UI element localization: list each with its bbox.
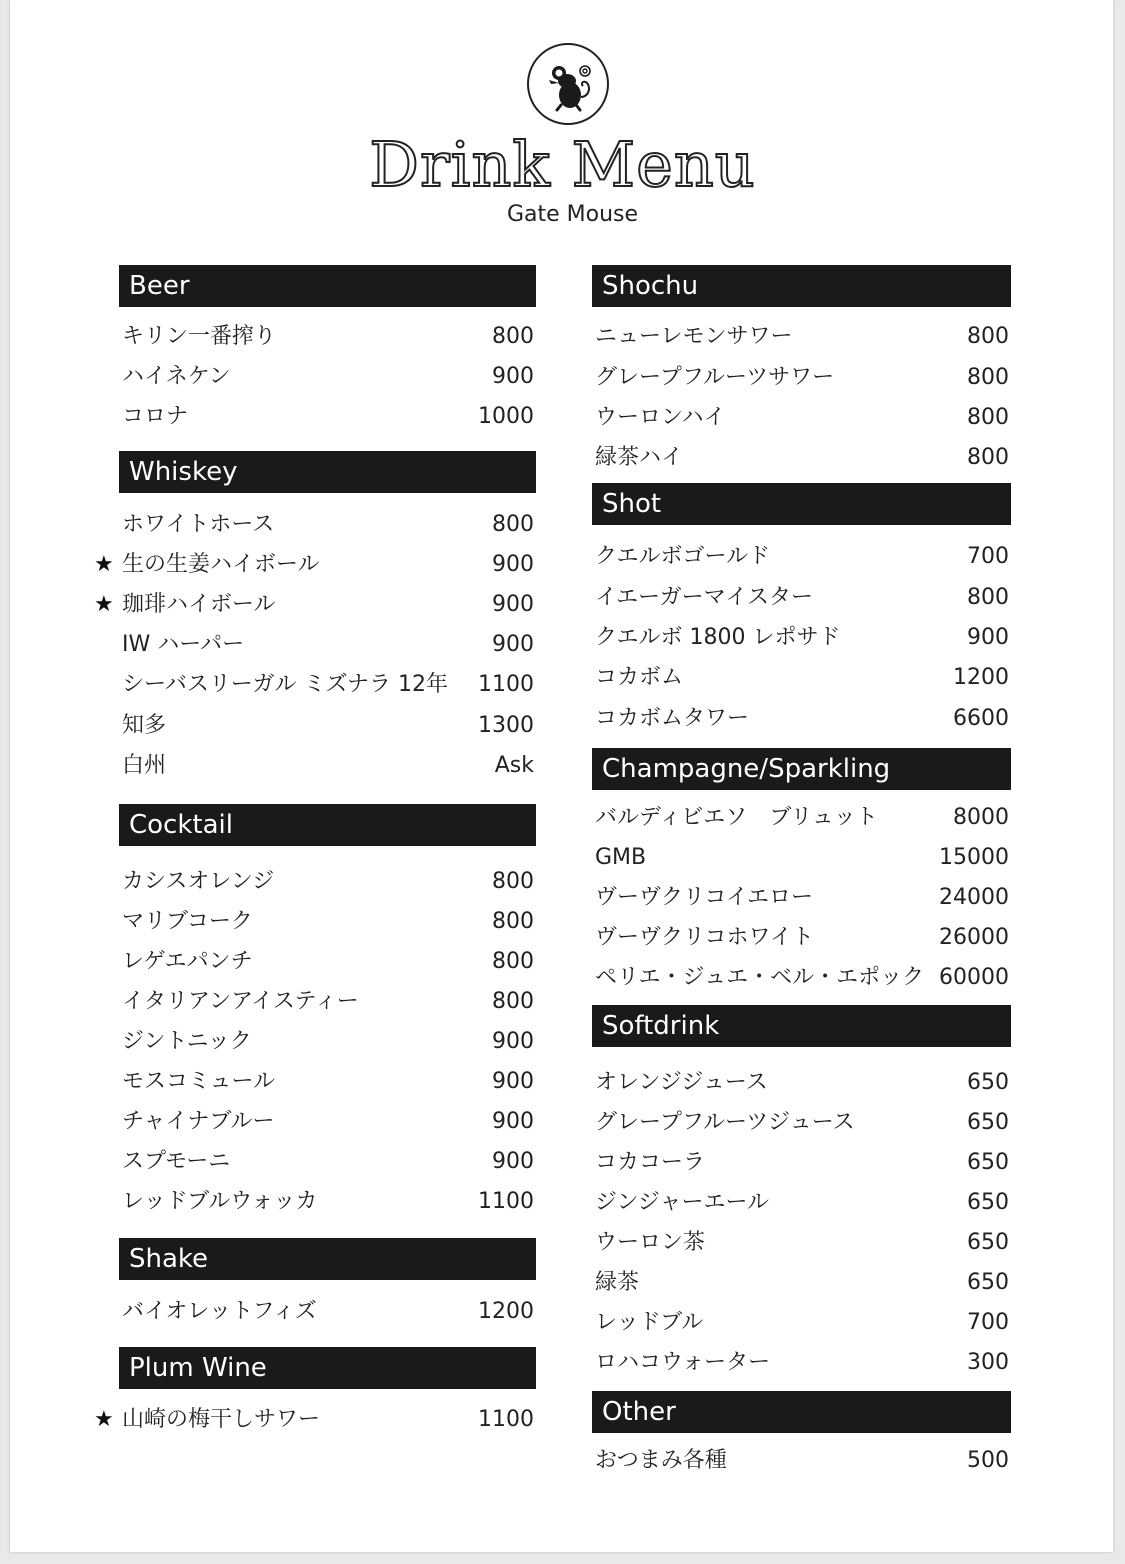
menu-item-price: 800 bbox=[492, 324, 534, 349]
menu-item-price: 800 bbox=[492, 512, 534, 537]
menu-item bbox=[595, 321, 1009, 353]
menu-item bbox=[122, 710, 534, 742]
menu-item-price: 650 bbox=[967, 1150, 1009, 1175]
menu-item-price: 800 bbox=[492, 949, 534, 974]
menu-item-name: オレンジジュース bbox=[595, 1070, 768, 1095]
menu-item-price: 700 bbox=[967, 1310, 1009, 1335]
menu-item bbox=[595, 962, 1009, 994]
menu-item-name: チャイナブルー bbox=[122, 1109, 275, 1134]
menu-item-name: ヴーヴクリコホワイト bbox=[595, 925, 814, 950]
menu-item bbox=[122, 401, 534, 433]
menu-item-price: 500 bbox=[967, 1448, 1009, 1473]
menu-item bbox=[122, 1106, 534, 1138]
section-header-whiskey: Whiskey bbox=[119, 451, 536, 493]
menu-item bbox=[595, 1267, 1009, 1299]
menu-item bbox=[595, 1107, 1009, 1139]
menu-item-name: コカボムタワー bbox=[595, 706, 750, 731]
menu-item-price: 1300 bbox=[478, 713, 534, 738]
menu-item-name: イタリアンアイスティー bbox=[122, 989, 359, 1014]
menu-item-name: 緑茶 bbox=[595, 1270, 640, 1295]
page-subtitle: Gate Mouse bbox=[506, 202, 639, 227]
menu-item-name: 知多 bbox=[122, 713, 167, 738]
menu-item-price: 60000 bbox=[939, 965, 1009, 990]
menu-item bbox=[122, 361, 534, 393]
menu-item bbox=[122, 669, 534, 701]
menu-item bbox=[122, 946, 534, 978]
menu-item-name: コカコーラ bbox=[595, 1150, 706, 1175]
menu-item-name: ニューレモンサワー bbox=[595, 324, 793, 349]
menu-item-name: 白州 bbox=[122, 753, 167, 778]
menu-item-price: 800 bbox=[967, 405, 1009, 430]
menu-item-name: 珈琲ハイボール bbox=[122, 592, 276, 617]
menu-item-price: 800 bbox=[967, 585, 1009, 610]
menu-item-name: ジントニック bbox=[122, 1029, 252, 1054]
menu-item-price: 800 bbox=[967, 445, 1009, 470]
menu-item-price: 800 bbox=[492, 909, 534, 934]
menu-item-price: 900 bbox=[967, 625, 1009, 650]
menu-item bbox=[595, 1307, 1009, 1339]
menu-item bbox=[595, 1227, 1009, 1259]
menu-item-price: 900 bbox=[492, 364, 534, 389]
menu-item-price: 1000 bbox=[478, 404, 534, 429]
menu-item-price: 8000 bbox=[953, 805, 1009, 830]
menu-item-name: バイオレットフィズ bbox=[122, 1299, 317, 1324]
menu-item-price: 650 bbox=[967, 1190, 1009, 1215]
menu-item bbox=[595, 1187, 1009, 1219]
menu-item-name: 緑茶ハイ bbox=[595, 445, 684, 470]
menu-item bbox=[595, 541, 1009, 573]
menu-item-name: マリブコーク bbox=[122, 909, 253, 934]
menu-item-name: ロハコウォーター bbox=[595, 1350, 771, 1375]
menu-item-name: スプモーニ bbox=[122, 1149, 231, 1174]
section-header-softdrink: Softdrink bbox=[592, 1005, 1011, 1047]
menu-item-price: 800 bbox=[492, 989, 534, 1014]
menu-item-price: 800 bbox=[492, 869, 534, 894]
menu-item-price: 26000 bbox=[939, 925, 1009, 950]
menu-item bbox=[122, 1404, 534, 1436]
menu-item-name: ヴーヴクリコイエロー bbox=[595, 885, 814, 910]
menu-item bbox=[595, 882, 1009, 914]
menu-item bbox=[595, 1347, 1009, 1379]
menu-item-price: 700 bbox=[967, 544, 1009, 569]
menu-item-name: クエルボ 1800 レポサド bbox=[595, 625, 841, 650]
menu-item-name: グレープフルーツジュース bbox=[595, 1110, 855, 1135]
menu-item bbox=[595, 1067, 1009, 1099]
star-icon: ★ bbox=[94, 552, 114, 577]
menu-item bbox=[595, 662, 1009, 694]
menu-item-name: レッドブル bbox=[595, 1310, 704, 1335]
menu-item bbox=[595, 582, 1009, 614]
menu-item-name: GMB bbox=[595, 845, 647, 870]
menu-item-name: グレープフルーツサワー bbox=[595, 365, 835, 390]
menu-item-price: 1200 bbox=[953, 665, 1009, 690]
menu-item bbox=[122, 906, 534, 938]
mouse-logo-icon bbox=[527, 43, 609, 125]
menu-item-name: モスコミュール bbox=[122, 1069, 276, 1094]
section-header-champagne: Champagne/Sparkling bbox=[592, 748, 1011, 790]
section-header-plum-wine: Plum Wine bbox=[119, 1347, 536, 1389]
section-header-shot: Shot bbox=[592, 483, 1011, 525]
menu-item-price: 900 bbox=[492, 592, 534, 617]
menu-item-name: IW ハーパー bbox=[122, 632, 245, 657]
section-header-other: Other bbox=[592, 1391, 1011, 1433]
menu-item bbox=[122, 509, 534, 541]
menu-item-name: コロナ bbox=[122, 404, 189, 429]
menu-item bbox=[122, 549, 534, 581]
menu-item-price: 650 bbox=[967, 1110, 1009, 1135]
menu-item bbox=[595, 1147, 1009, 1179]
menu-item bbox=[595, 402, 1009, 434]
menu-item-price: 900 bbox=[492, 1109, 534, 1134]
menu-item-price: Ask bbox=[494, 753, 534, 778]
menu-item bbox=[122, 321, 534, 353]
menu-item-price: 900 bbox=[492, 552, 534, 577]
page-title: Drink Menu bbox=[369, 128, 756, 201]
menu-item-price: 1200 bbox=[478, 1299, 534, 1324]
menu-item-price: 900 bbox=[492, 1029, 534, 1054]
menu-item-name: ペリエ・ジュエ・ベル・エポック bbox=[595, 965, 925, 990]
menu-item bbox=[595, 922, 1009, 954]
star-icon: ★ bbox=[94, 592, 114, 617]
menu-item bbox=[122, 750, 534, 782]
menu-item-price: 650 bbox=[967, 1070, 1009, 1095]
menu-item-name: レッドブルウォッカ bbox=[122, 1189, 318, 1214]
menu-item-name: レゲエパンチ bbox=[122, 949, 253, 974]
menu-item bbox=[595, 842, 1009, 874]
menu-item-price: 300 bbox=[967, 1350, 1009, 1375]
menu-item-price: 1100 bbox=[478, 1189, 534, 1214]
menu-item-name: 生の生姜ハイボール bbox=[122, 552, 320, 577]
menu-item-name: イエーガーマイスター bbox=[595, 585, 814, 610]
menu-item bbox=[122, 1066, 534, 1098]
star-icon: ★ bbox=[94, 1407, 114, 1432]
menu-item bbox=[122, 986, 534, 1018]
menu-item-price: 15000 bbox=[939, 845, 1009, 870]
menu-item bbox=[122, 1146, 534, 1178]
menu-item bbox=[122, 589, 534, 621]
menu-item-price: 900 bbox=[492, 1069, 534, 1094]
menu-item bbox=[595, 703, 1009, 735]
menu-item-price: 800 bbox=[967, 324, 1009, 349]
menu-item-name: ホワイトホース bbox=[122, 512, 275, 537]
menu-item bbox=[595, 1445, 1009, 1477]
menu-item-price: 800 bbox=[967, 365, 1009, 390]
menu-item-price: 650 bbox=[967, 1230, 1009, 1255]
menu-item-name: ウーロン茶 bbox=[595, 1230, 706, 1255]
menu-item-price: 24000 bbox=[939, 885, 1009, 910]
menu-item bbox=[595, 362, 1009, 394]
menu-item-name: ジンジャーエール bbox=[595, 1190, 770, 1215]
menu-item bbox=[595, 622, 1009, 654]
menu-item-price: 900 bbox=[492, 632, 534, 657]
menu-item-name: ウーロンハイ bbox=[595, 405, 726, 430]
menu-item-name: ハイネケン bbox=[122, 364, 231, 389]
menu-item-name: コカボム bbox=[595, 665, 684, 690]
menu-item-name: シーバスリーガル ミズナラ 12年 bbox=[122, 672, 449, 697]
menu-item-name: 山崎の梅干しサワー bbox=[122, 1407, 321, 1432]
menu-item bbox=[595, 442, 1009, 474]
menu-item bbox=[122, 1026, 534, 1058]
menu-item-name: バルディビエソ ブリュット bbox=[595, 805, 878, 830]
menu-item-price: 900 bbox=[492, 1149, 534, 1174]
menu-item-name: キリン一番搾り bbox=[122, 324, 277, 349]
menu-item bbox=[122, 1186, 534, 1218]
menu-item-price: 650 bbox=[967, 1270, 1009, 1295]
menu-item bbox=[122, 866, 534, 898]
section-header-cocktail: Cocktail bbox=[119, 804, 536, 846]
section-header-shochu: Shochu bbox=[592, 265, 1011, 307]
menu-item-name: おつまみ各種 bbox=[595, 1448, 727, 1473]
menu-item bbox=[122, 629, 534, 661]
menu-item-price: 6600 bbox=[953, 706, 1009, 731]
menu-item-price: 1100 bbox=[478, 1407, 534, 1432]
menu-item-name: クエルボゴールド bbox=[595, 544, 771, 569]
menu-item-name: カシスオレンジ bbox=[122, 869, 275, 894]
section-header-beer: Beer bbox=[119, 265, 536, 307]
section-header-shake: Shake bbox=[119, 1238, 536, 1280]
menu-item-price: 1100 bbox=[478, 672, 534, 697]
menu-item bbox=[595, 802, 1009, 834]
menu-item bbox=[122, 1296, 534, 1328]
